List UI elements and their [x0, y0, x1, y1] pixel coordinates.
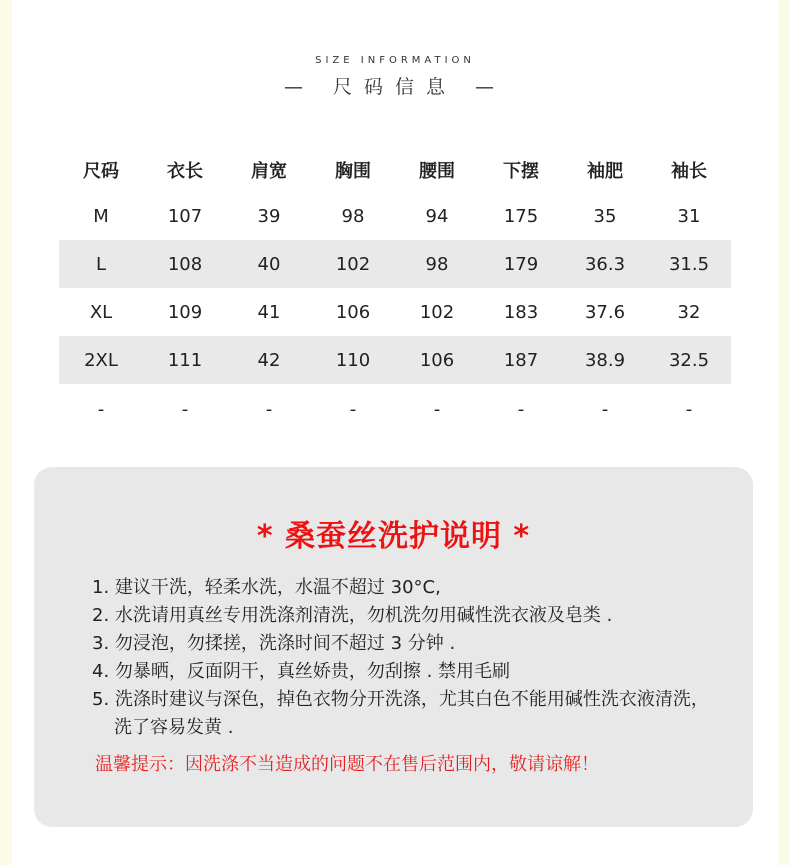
table-cell: 107 [167, 205, 203, 227]
care-instructions-panel [34, 467, 753, 827]
list-item: 5. 洗涤时建议与深色，掉色衣物分开洗涤，尤其白色不能用碱性洗衣液清洗，洗了容易发黄 . [92, 689, 709, 738]
column-header-sleeve-width: 袖肥 [587, 160, 623, 182]
table-cell: 36.3 [563, 240, 647, 288]
list-item: 2. 水洗请用真丝专用洗涤剂清洗，勿机洗勿用碱性洗衣液及皂类 . [92, 605, 613, 626]
column-header-size: 尺码 [83, 160, 119, 182]
table-cell: M [93, 205, 109, 227]
table-cell: - [601, 398, 609, 420]
table-cell: 32.5 [647, 336, 731, 384]
table-row [59, 336, 731, 384]
table-cell: 102 [419, 301, 455, 323]
column-header-shoulder: 肩宽 [251, 160, 287, 182]
header-cn-title: — 尺码信息 — [283, 76, 507, 98]
table-cell: 109 [167, 301, 203, 323]
table-cell: 183 [503, 301, 539, 323]
column-header-waist: 腰围 [419, 160, 455, 182]
table-cell: L [59, 240, 143, 288]
size-info-header [0, 55, 790, 99]
table-row [59, 288, 731, 336]
table-cell: 111 [143, 336, 227, 384]
table-cell: 2XL [59, 336, 143, 384]
table-row [59, 384, 731, 434]
care-list [92, 574, 722, 742]
table-cell: - [349, 398, 357, 420]
table-cell: - [97, 398, 105, 420]
list-item: 1. 建议干洗，轻柔水洗，水温不超过 30°C, [92, 577, 441, 598]
table-cell: 106 [335, 301, 371, 323]
table-cell: 39 [257, 205, 281, 227]
table-cell: 106 [395, 336, 479, 384]
list-item: 4. 勿暴晒，反面阴干，真丝娇贵，勿刮擦 . 禁用毛刷 [92, 661, 511, 682]
table-cell: 31.5 [647, 240, 731, 288]
size-table-header-row [59, 147, 731, 192]
table-cell: - [181, 398, 189, 420]
column-header-hem: 下摆 [503, 160, 539, 182]
table-cell: 37.6 [584, 301, 626, 323]
table-cell: 110 [311, 336, 395, 384]
table-cell: 40 [227, 240, 311, 288]
table-cell: 98 [395, 240, 479, 288]
table-cell: XL [89, 301, 113, 323]
right-margin-strip [778, 0, 790, 865]
column-header-sleeve-length: 袖长 [671, 160, 707, 182]
table-cell: 94 [425, 205, 449, 227]
table-cell: - [517, 398, 525, 420]
column-header-length: 衣长 [167, 160, 203, 182]
table-cell: - [685, 398, 693, 420]
table-row [59, 240, 731, 288]
left-margin-strip [0, 0, 12, 865]
care-warning: 温馨提示：因洗涤不当造成的问题不在售后范围内，敬请谅解！ [95, 754, 599, 775]
table-cell: - [433, 398, 441, 420]
table-cell: 179 [479, 240, 563, 288]
size-table [59, 147, 731, 434]
column-header-chest: 胸围 [335, 160, 371, 182]
table-cell: 38.9 [563, 336, 647, 384]
table-cell: 187 [479, 336, 563, 384]
table-cell: 31 [677, 205, 701, 227]
table-row [59, 192, 731, 240]
table-cell: 35 [593, 205, 617, 227]
table-cell: - [265, 398, 273, 420]
table-cell: 32 [677, 301, 701, 323]
table-cell: 108 [143, 240, 227, 288]
list-item: 3. 勿浸泡，勿揉搓，洗涤时间不超过 3 分钟 . [92, 633, 456, 654]
table-cell: 102 [311, 240, 395, 288]
care-title: * 桑蚕丝洗护说明 * [256, 519, 531, 554]
table-cell: 41 [257, 301, 281, 323]
table-cell: 42 [227, 336, 311, 384]
table-cell: 175 [503, 205, 539, 227]
table-cell: 98 [341, 205, 365, 227]
header-en-title: SIZE INFORMATION [315, 55, 475, 66]
